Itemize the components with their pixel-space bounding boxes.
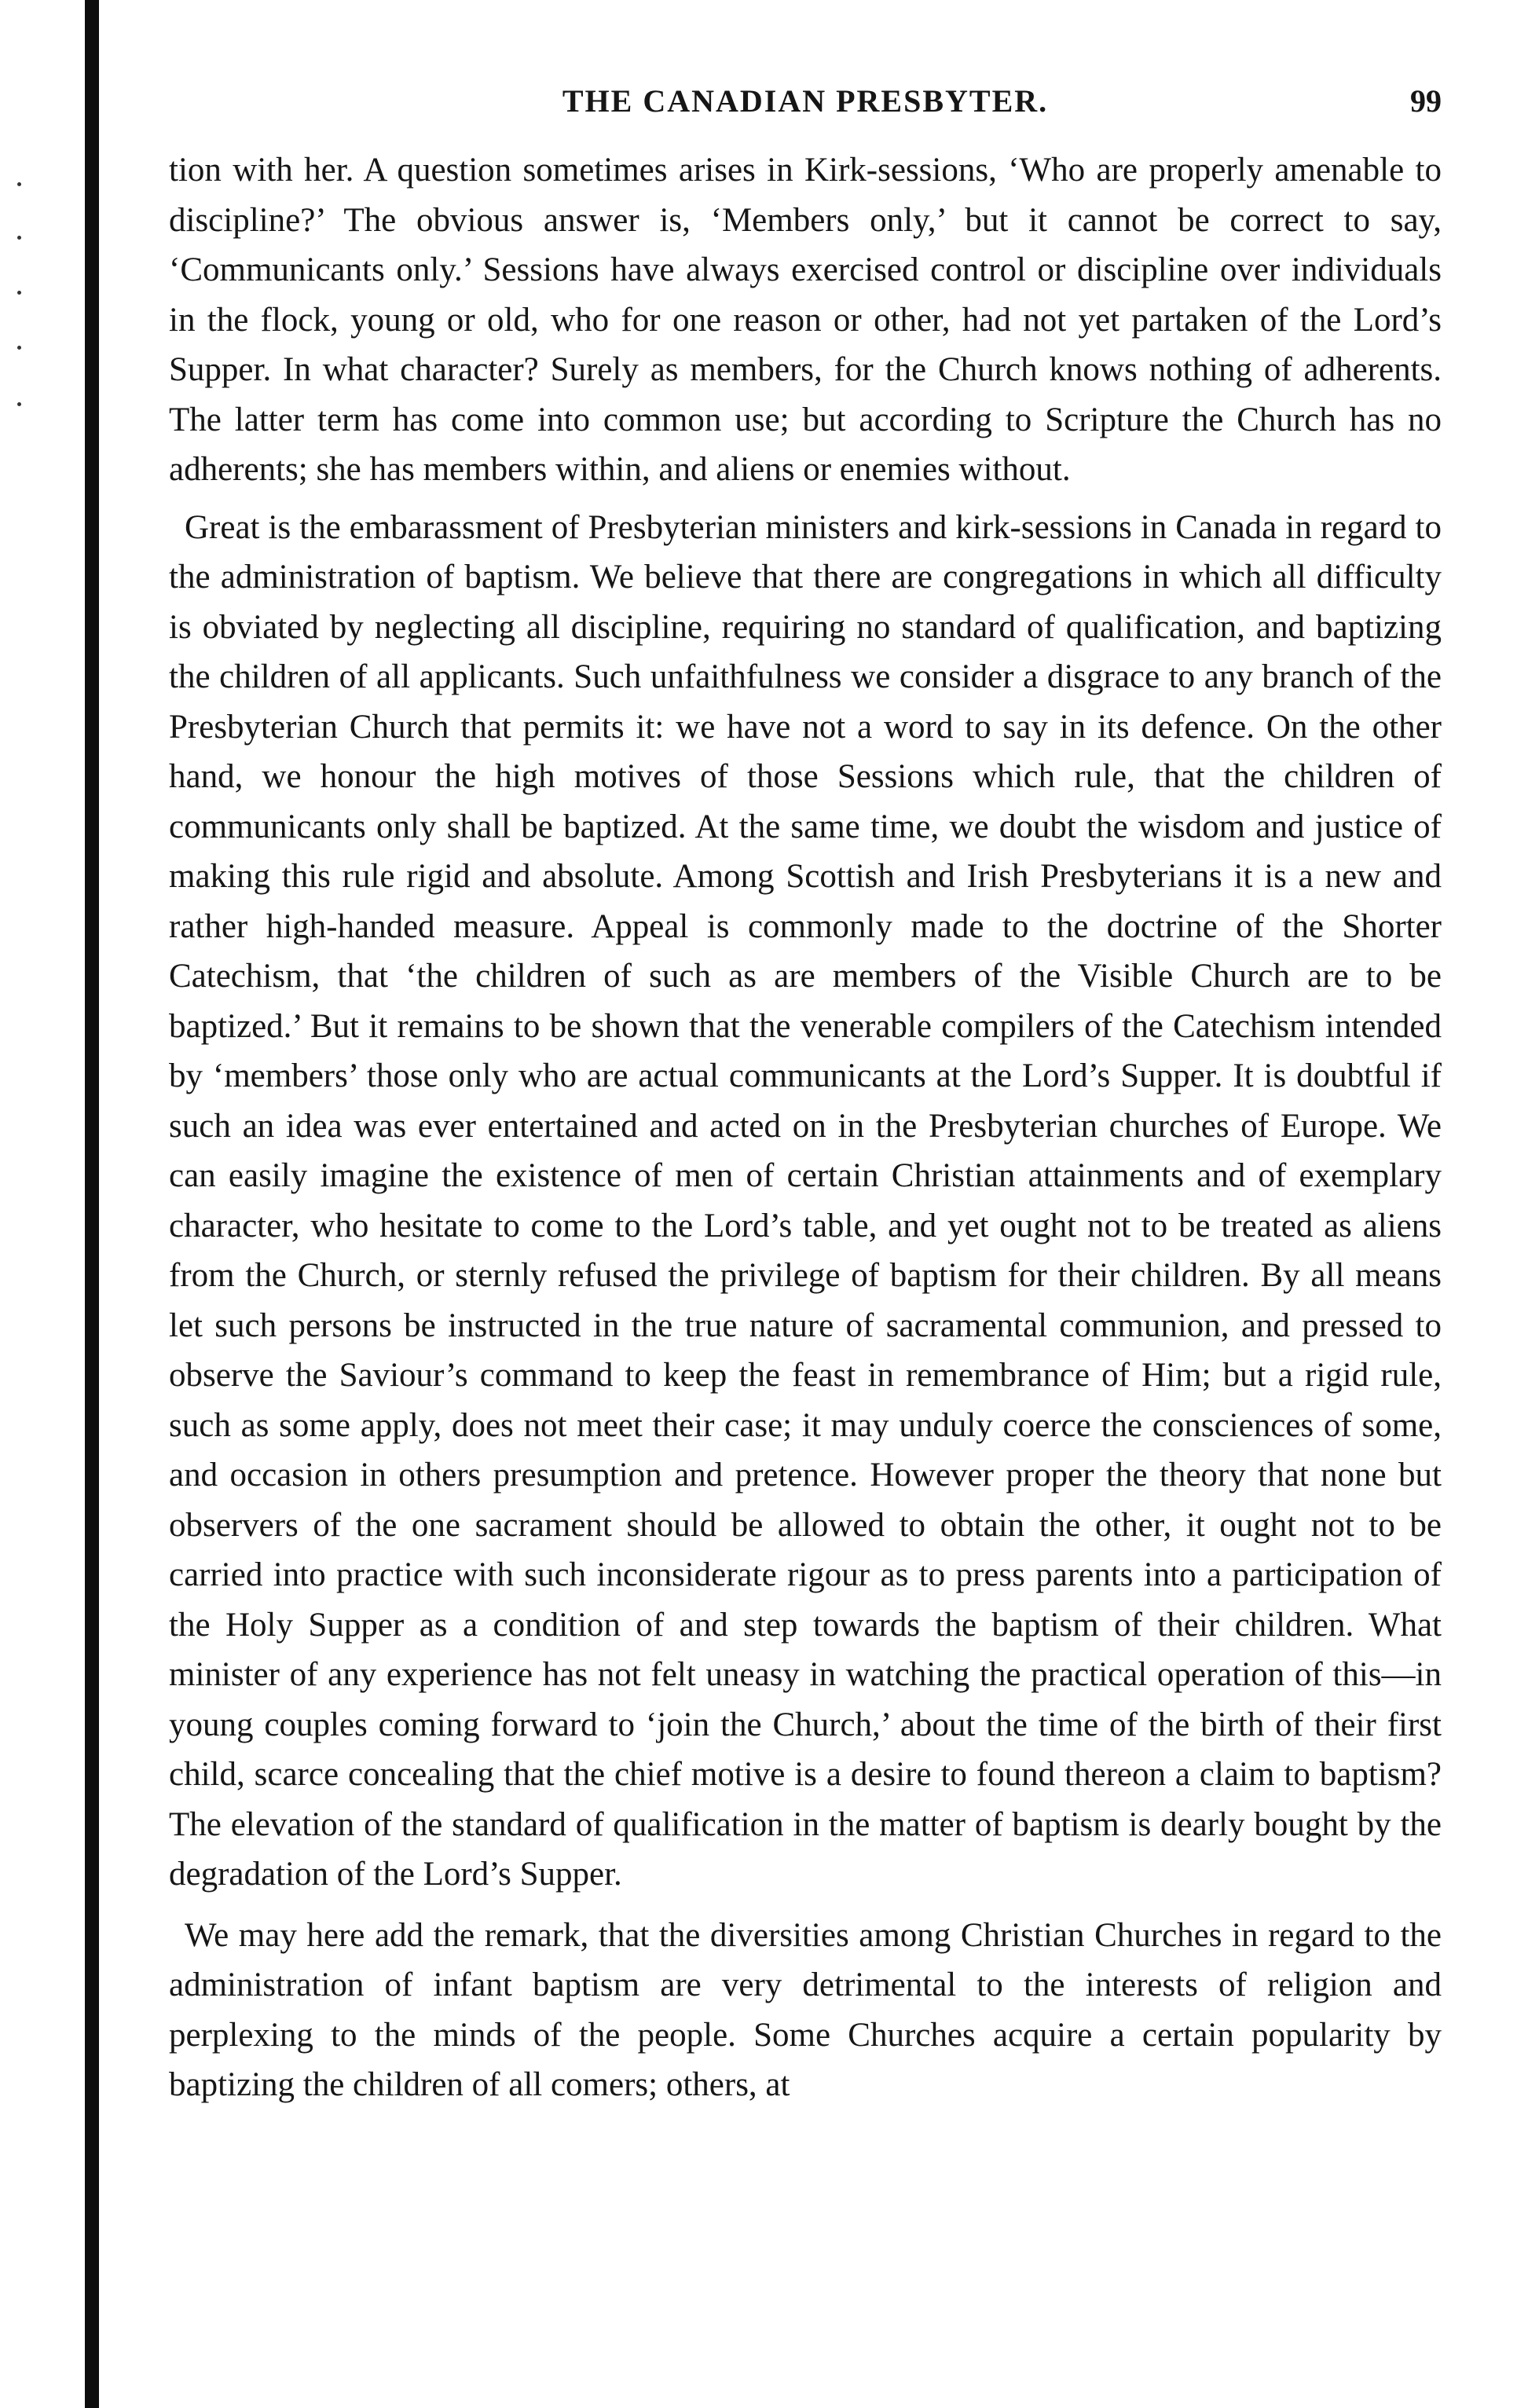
margin-speck <box>17 402 21 406</box>
paragraph-1: tion with her. A question sometimes arises in Kirk-sessions, ‘Who are properly amenable to discipline?’ The obvious answer is, ‘Members only,’ but it cannot be correct to say, ‘Communicants only.’ Sessions have always exercised control or discipline over individuals in the flock, young or old, who for one reason or other, had not yet partaken of the Lord’s Supper. In what character? Surely as members, for the Church knows nothing of adherents. The latter term has come into common use; but according to Scripture the Church has no adherents; she has members within, and aliens or enemies without. <box>169 152 1442 488</box>
paragraph-3: We may here add the remark, that the diversities among Christian Churches in regard to the administration of infant baptism are very detrimental to the interests of religion and perplexing to the minds of the people. Some Churches acquire a certain popularity by baptizing the children of all comers; others, at <box>169 1916 1442 2103</box>
paragraph-2: Great is the embarassment of Presbyterian ministers and kirk-sessions in Canada in regard to the administration of baptism. We believe that there are congregations in which all difficulty is obviated by neglecting all discipline, requiring no standard of qualification, and baptizing the children of all applicants. Such unfaithfulness we consider a disgrace to any branch of the Presbyterian Church that permits it: we have not a word to say in its defence. On the other hand, we honour the high motives of those Sessions which rule, that the children of communicants only shall be baptized. At the same time, we doubt the wisdom and justice of making this rule rigid and absolute. Among Scottish and Irish Presbyterians it is a new and rather high-handed measure. Appeal is commonly made to the doctrine of the Shorter Catechism, that ‘the children of such as are members of the Visible Church are to be baptized.’ But it remains to be shown that the venerable compilers of the Catechism intended by ‘members’ those only who are actual communicants at the Lord’s Supper. It is doubtful if such an idea was ever entertained and acted on in the Presbyterian churches of Europe. We can easily imagine the existence of men of certain Christian attainments and of exemplary character, who hesitate to come to the Lord’s table, and yet ought not to be treated as aliens from the Church, or sternly refused the privilege of baptism for their children. By all means let such persons be instructed in the true nature of sacramental communion, and pressed to observe the Saviour’s command to keep the feast in remembrance of Him; but a rigid rule, such as some apply, does not meet their case; it may unduly coerce the consciences of some, and occasion in others presumption and pretence. However proper the theory that none but observers of the one sacrament should be allowed to obtain the other, it ought not to be carried into practice with such inconsiderate rigour as to press parents into a participation of the Holy Supper as a condition of and step towards the baptism of their children. What minister of any experience has not felt uneasy in watching the practical operation of this—in young couples coming forward to ‘join the Church,’ about the time of the birth of their first child, scarce concealing that the chief motive is a desire to found thereon a claim to baptism? The elevation of the standard of qualification in the matter of baptism is dearly bought by the degradation of the Lord’s Supper. <box>169 508 1442 1893</box>
body-text <box>169 145 1442 2110</box>
page-number: 99 <box>1410 83 1442 119</box>
margin-speck <box>17 236 21 240</box>
document-page <box>169 75 1442 2118</box>
running-header <box>169 75 1442 145</box>
scan-binding-edge <box>85 0 99 2408</box>
margin-speck <box>17 291 21 295</box>
margin-speck <box>17 182 21 186</box>
running-title: THE CANADIAN PRESBYTER. <box>562 83 1049 119</box>
margin-specks <box>0 0 79 2408</box>
margin-speck <box>17 346 21 350</box>
